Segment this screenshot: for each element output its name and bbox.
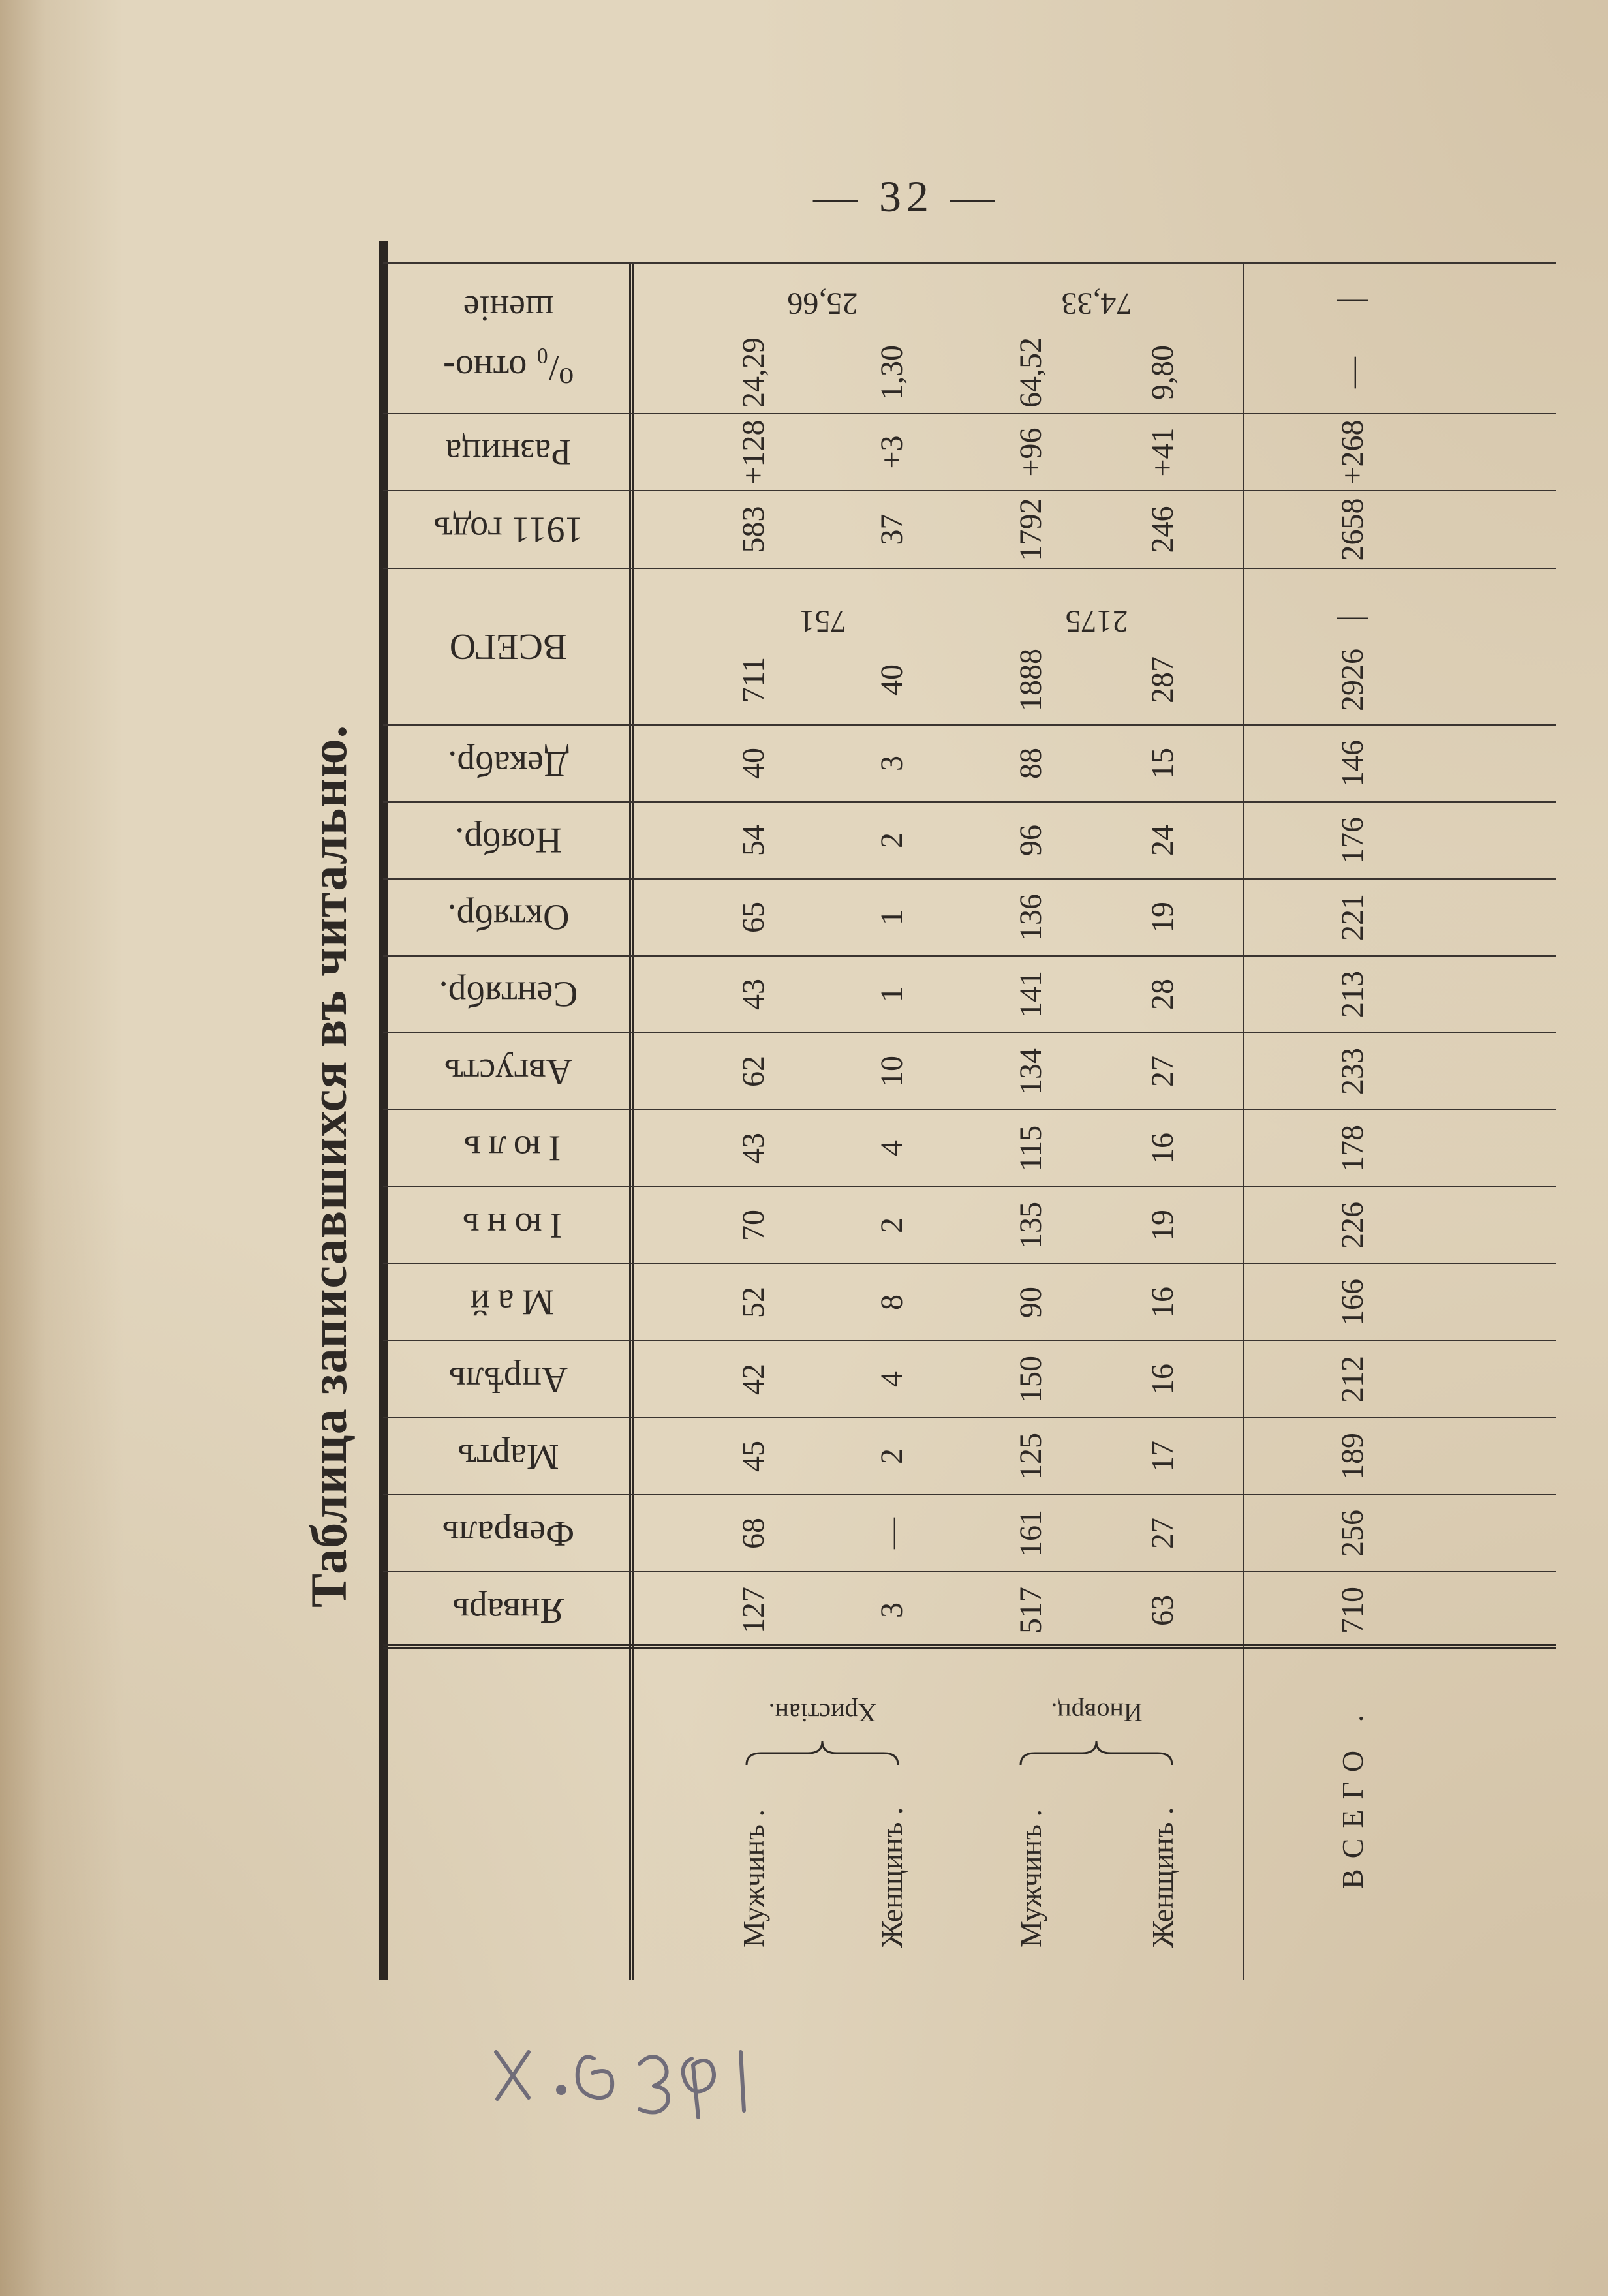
data-cell: [871, 1187, 912, 1264]
header-percent-line-1: ⁰/₀ отно-: [443, 348, 574, 389]
row-1911: [1010, 491, 1051, 568]
data-cell-text: 1: [874, 910, 909, 925]
header-month: [388, 1572, 629, 1649]
data-cell-text: 70: [735, 1210, 771, 1241]
data-cell: [732, 1264, 774, 1341]
data-cell: [1141, 1033, 1183, 1110]
header-month: [388, 1495, 629, 1572]
row-1911-text: 583: [735, 506, 771, 553]
header-total: [388, 568, 629, 725]
data-cell: [1010, 802, 1051, 879]
data-cell-text: 127: [735, 1587, 771, 1634]
data-cell: [732, 1418, 774, 1495]
data-cell-text: 54: [735, 825, 771, 856]
data-cell: [871, 1418, 912, 1495]
group-total-text: 751: [799, 604, 846, 639]
row-percent-text: 9,80: [1145, 345, 1180, 400]
data-cell: [1141, 1110, 1183, 1187]
header-difference: [388, 414, 629, 491]
registration-table: [281, 263, 1557, 1980]
header-month: [388, 1110, 629, 1187]
data-cell-text: 2: [874, 1217, 909, 1233]
data-cell-text: 136: [1013, 894, 1048, 941]
row-label: [1141, 1713, 1183, 1948]
data-cell: [871, 1110, 912, 1187]
data-cell: [871, 802, 912, 879]
data-cell-text: 42: [735, 1364, 771, 1395]
data-cell-text: 16: [1145, 1287, 1180, 1318]
row-percent-text: 64,52: [1013, 337, 1048, 408]
group-percent-text: 74,33: [1061, 286, 1132, 321]
data-cell: [871, 1495, 912, 1572]
row-label-text: Мужчинъ .: [736, 1809, 770, 1948]
data-cell: [871, 1341, 912, 1418]
group-percent: [1031, 277, 1162, 329]
row-difference: [871, 414, 912, 491]
data-cell-text: 15: [1145, 748, 1180, 779]
data-cell-text: 43: [735, 979, 771, 1010]
header-month-text: Февраль: [442, 1513, 575, 1554]
data-cell-text: 63: [1145, 1595, 1180, 1626]
header-month: [388, 1187, 629, 1264]
row-percent-text: —: [1335, 357, 1370, 388]
group-label: [750, 1687, 894, 1739]
data-cell-text: 16: [1145, 1133, 1180, 1164]
group-total: [1031, 595, 1162, 647]
row-total: [1331, 641, 1373, 719]
row-total-text: 287: [1145, 656, 1180, 703]
header-month: [388, 725, 629, 802]
row-percent: [1010, 333, 1051, 412]
header-percent-text: [443, 279, 574, 399]
data-cell-text: 52: [735, 1287, 771, 1318]
data-cell-text: 212: [1335, 1356, 1370, 1403]
header-month-text: Августъ: [444, 1050, 573, 1092]
header-month-text: Сентябр.: [439, 974, 578, 1015]
row-total-text: 40: [874, 664, 909, 696]
data-cell-text: 45: [735, 1441, 771, 1472]
data-cell: [1010, 1033, 1051, 1110]
data-cell: [871, 879, 912, 956]
data-cell: [871, 956, 912, 1033]
header-percent-line-2: шеніе: [463, 288, 554, 329]
header-bottom-rule: [629, 263, 634, 1980]
data-cell: [1141, 1264, 1183, 1341]
header-1911-text: 1911 годъ: [433, 509, 583, 550]
header-month: [388, 1418, 629, 1495]
data-cell-text: —: [874, 1518, 909, 1549]
data-cell: [1141, 879, 1183, 956]
group-total-text: 2175: [1065, 604, 1128, 639]
grand-group-percent: [1313, 277, 1391, 329]
data-cell: [871, 1033, 912, 1110]
header-month: [388, 1033, 629, 1110]
data-cell: [1331, 1110, 1373, 1187]
data-cell: [1141, 1495, 1183, 1572]
data-cell: [1141, 802, 1183, 879]
data-cell-text: 3: [874, 756, 909, 771]
row-total: [1010, 641, 1051, 719]
header-month: [388, 879, 629, 956]
row-total-text: 1888: [1013, 649, 1048, 711]
header-month-text: Іюль: [456, 1127, 561, 1169]
data-cell: [1010, 1341, 1051, 1418]
data-cell-text: 19: [1145, 902, 1180, 933]
handwritten-note: [483, 2026, 796, 2130]
data-cell-text: 189: [1335, 1433, 1370, 1480]
header-month: [388, 802, 629, 879]
header-percent: [388, 263, 629, 414]
row-1911-text: 2658: [1335, 498, 1370, 561]
data-cell-text: 90: [1013, 1287, 1048, 1318]
data-cell-text: 40: [735, 748, 771, 779]
header-month-text: Апрѣль: [448, 1359, 568, 1400]
data-cell: [732, 802, 774, 879]
data-cell: [732, 1110, 774, 1187]
data-cell: [1141, 1341, 1183, 1418]
data-cell: [1141, 1418, 1183, 1495]
data-cell: [871, 1264, 912, 1341]
row-difference-text: +41: [1145, 427, 1180, 477]
header-difference-text: Разница: [445, 431, 572, 472]
group-percent: [757, 277, 888, 329]
row-difference: [1331, 414, 1373, 491]
row-difference-text: +96: [1013, 427, 1048, 477]
row-difference: [732, 414, 774, 491]
data-cell-text: 2: [874, 1448, 909, 1464]
row-difference-text: +3: [874, 435, 909, 469]
header-month-text: Мартъ: [457, 1436, 559, 1477]
row-label: [1331, 1654, 1373, 1889]
header-1911: [388, 491, 629, 568]
data-cell-text: 3: [874, 1602, 909, 1618]
data-cell-text: 141: [1013, 971, 1048, 1018]
data-cell: [1331, 1264, 1373, 1341]
data-cell: [732, 1572, 774, 1649]
grand-group-percent-text: —: [1337, 286, 1368, 321]
header-month: [388, 1264, 629, 1341]
data-cell-text: 161: [1013, 1510, 1048, 1557]
data-cell-text: 233: [1335, 1048, 1370, 1095]
row-label: [1010, 1713, 1051, 1948]
data-cell: [1141, 725, 1183, 802]
row-percent: [871, 333, 912, 412]
header-month-text: Май: [462, 1282, 555, 1323]
data-cell: [1010, 1264, 1051, 1341]
data-cell: [1331, 956, 1373, 1033]
data-cell: [1331, 1572, 1373, 1649]
row-label: [871, 1713, 912, 1948]
header-month-text: Ноябр.: [455, 820, 562, 861]
data-cell: [871, 1572, 912, 1649]
data-cell: [732, 725, 774, 802]
grand-group-total: [1313, 595, 1391, 647]
data-cell-text: 150: [1013, 1356, 1048, 1403]
row-1911: [871, 491, 912, 568]
header-total-text: ВСЕГО: [449, 626, 568, 667]
grand-group-total-text: —: [1337, 604, 1368, 639]
row-percent: [1331, 333, 1373, 412]
row-1911: [1331, 491, 1373, 568]
grand-total-separator: [1243, 263, 1244, 1980]
data-cell: [1331, 879, 1373, 956]
data-cell-text: 4: [874, 1140, 909, 1156]
data-cell-text: 28: [1145, 979, 1180, 1010]
data-cell-text: 43: [735, 1133, 771, 1164]
data-cell-text: 27: [1145, 1518, 1180, 1549]
data-cell-text: 146: [1335, 740, 1370, 787]
data-cell-text: 8: [874, 1294, 909, 1310]
row-percent-text: 1,30: [874, 345, 909, 400]
column-rule: [383, 262, 1556, 264]
data-cell-text: 135: [1013, 1202, 1048, 1249]
group-percent-text: 25,66: [787, 286, 858, 321]
row-difference-text: +128: [735, 420, 771, 485]
data-cell: [1331, 1341, 1373, 1418]
data-cell-text: 710: [1335, 1587, 1370, 1634]
data-cell: [732, 956, 774, 1033]
row-percent: [732, 333, 774, 412]
data-cell-text: 176: [1335, 817, 1370, 864]
data-cell: [1331, 1495, 1373, 1572]
row-1911-text: 246: [1145, 506, 1180, 553]
data-cell: [732, 1187, 774, 1264]
data-cell-text: 16: [1145, 1364, 1180, 1395]
data-cell-text: 226: [1335, 1202, 1370, 1249]
row-1911: [1141, 491, 1183, 568]
data-cell: [871, 725, 912, 802]
row-total: [1141, 641, 1183, 719]
data-cell: [732, 879, 774, 956]
data-cell-text: 4: [874, 1371, 909, 1387]
row-percent: [1141, 333, 1183, 412]
data-cell-text: 256: [1335, 1510, 1370, 1557]
row-label-text: ВСЕГО .: [1335, 1704, 1369, 1889]
data-cell: [1010, 956, 1051, 1033]
row-total-text: 711: [735, 656, 771, 703]
data-cell-text: 10: [874, 1056, 909, 1087]
data-cell-text: 178: [1335, 1125, 1370, 1172]
row-label-text: Женщинъ .: [874, 1807, 908, 1948]
data-cell: [1331, 1033, 1373, 1110]
data-cell-text: 213: [1335, 971, 1370, 1018]
data-cell-text: 134: [1013, 1048, 1048, 1095]
data-cell-text: 27: [1145, 1056, 1180, 1087]
data-cell: [1331, 725, 1373, 802]
data-cell-text: 1: [874, 987, 909, 1002]
data-cell-text: 166: [1335, 1279, 1370, 1326]
data-cell: [1010, 1495, 1051, 1572]
header-month-text: Январь: [452, 1589, 564, 1630]
page-number: — 32 —: [813, 172, 1000, 221]
table-title: Таблица записавшихся въ читальню.: [300, 724, 357, 1608]
data-cell-text: 115: [1013, 1125, 1048, 1172]
data-cell: [732, 1341, 774, 1418]
data-cell-text: 221: [1335, 894, 1370, 941]
data-cell: [1010, 725, 1051, 802]
table-top-rule: [379, 241, 388, 1980]
data-cell-text: 96: [1013, 825, 1048, 856]
data-cell-text: 88: [1013, 748, 1048, 779]
data-cell: [1010, 1187, 1051, 1264]
data-cell: [732, 1495, 774, 1572]
row-total: [871, 641, 912, 719]
data-cell: [1010, 879, 1051, 956]
row-label: [732, 1713, 774, 1948]
row-1911-text: 1792: [1013, 498, 1048, 561]
data-cell-text: 17: [1145, 1441, 1180, 1472]
data-cell-text: 62: [735, 1056, 771, 1087]
row-difference: [1010, 414, 1051, 491]
data-cell: [732, 1033, 774, 1110]
data-cell: [1141, 1572, 1183, 1649]
row-label-text: Мужчинъ .: [1013, 1809, 1047, 1948]
header-month: [388, 1341, 629, 1418]
data-cell-text: 517: [1013, 1587, 1048, 1634]
row-1911: [732, 491, 774, 568]
data-cell: [1010, 1418, 1051, 1495]
row-percent-text: 24,29: [735, 337, 771, 408]
group-total: [757, 595, 888, 647]
row-label-text: Женщинъ .: [1145, 1807, 1179, 1948]
data-cell: [1331, 802, 1373, 879]
row-difference: [1141, 414, 1183, 491]
header-month-text: Октябр.: [447, 897, 570, 938]
row-total: [732, 641, 774, 719]
data-cell-text: 65: [735, 902, 771, 933]
data-cell-text: 125: [1013, 1433, 1048, 1480]
data-cell-text: 68: [735, 1518, 771, 1549]
row-difference-text: +268: [1335, 420, 1370, 485]
group-label-text: Христіан.: [768, 1698, 876, 1728]
group-label: [1025, 1687, 1168, 1739]
group-label-text: Иноврц.: [1050, 1698, 1143, 1728]
data-cell-text: 19: [1145, 1210, 1180, 1241]
row-1911-text: 37: [874, 513, 909, 545]
data-cell: [1331, 1418, 1373, 1495]
data-cell-text: 2: [874, 833, 909, 848]
header-month: [388, 956, 629, 1033]
data-cell: [1331, 1187, 1373, 1264]
data-cell: [1010, 1572, 1051, 1649]
data-cell: [1141, 1187, 1183, 1264]
data-cell: [1010, 1110, 1051, 1187]
data-cell-text: 24: [1145, 825, 1180, 856]
data-cell: [1141, 956, 1183, 1033]
header-month-text: Іюнь: [455, 1205, 562, 1246]
row-total-text: 2926: [1335, 649, 1370, 711]
header-month-text: Декабр.: [448, 742, 569, 784]
